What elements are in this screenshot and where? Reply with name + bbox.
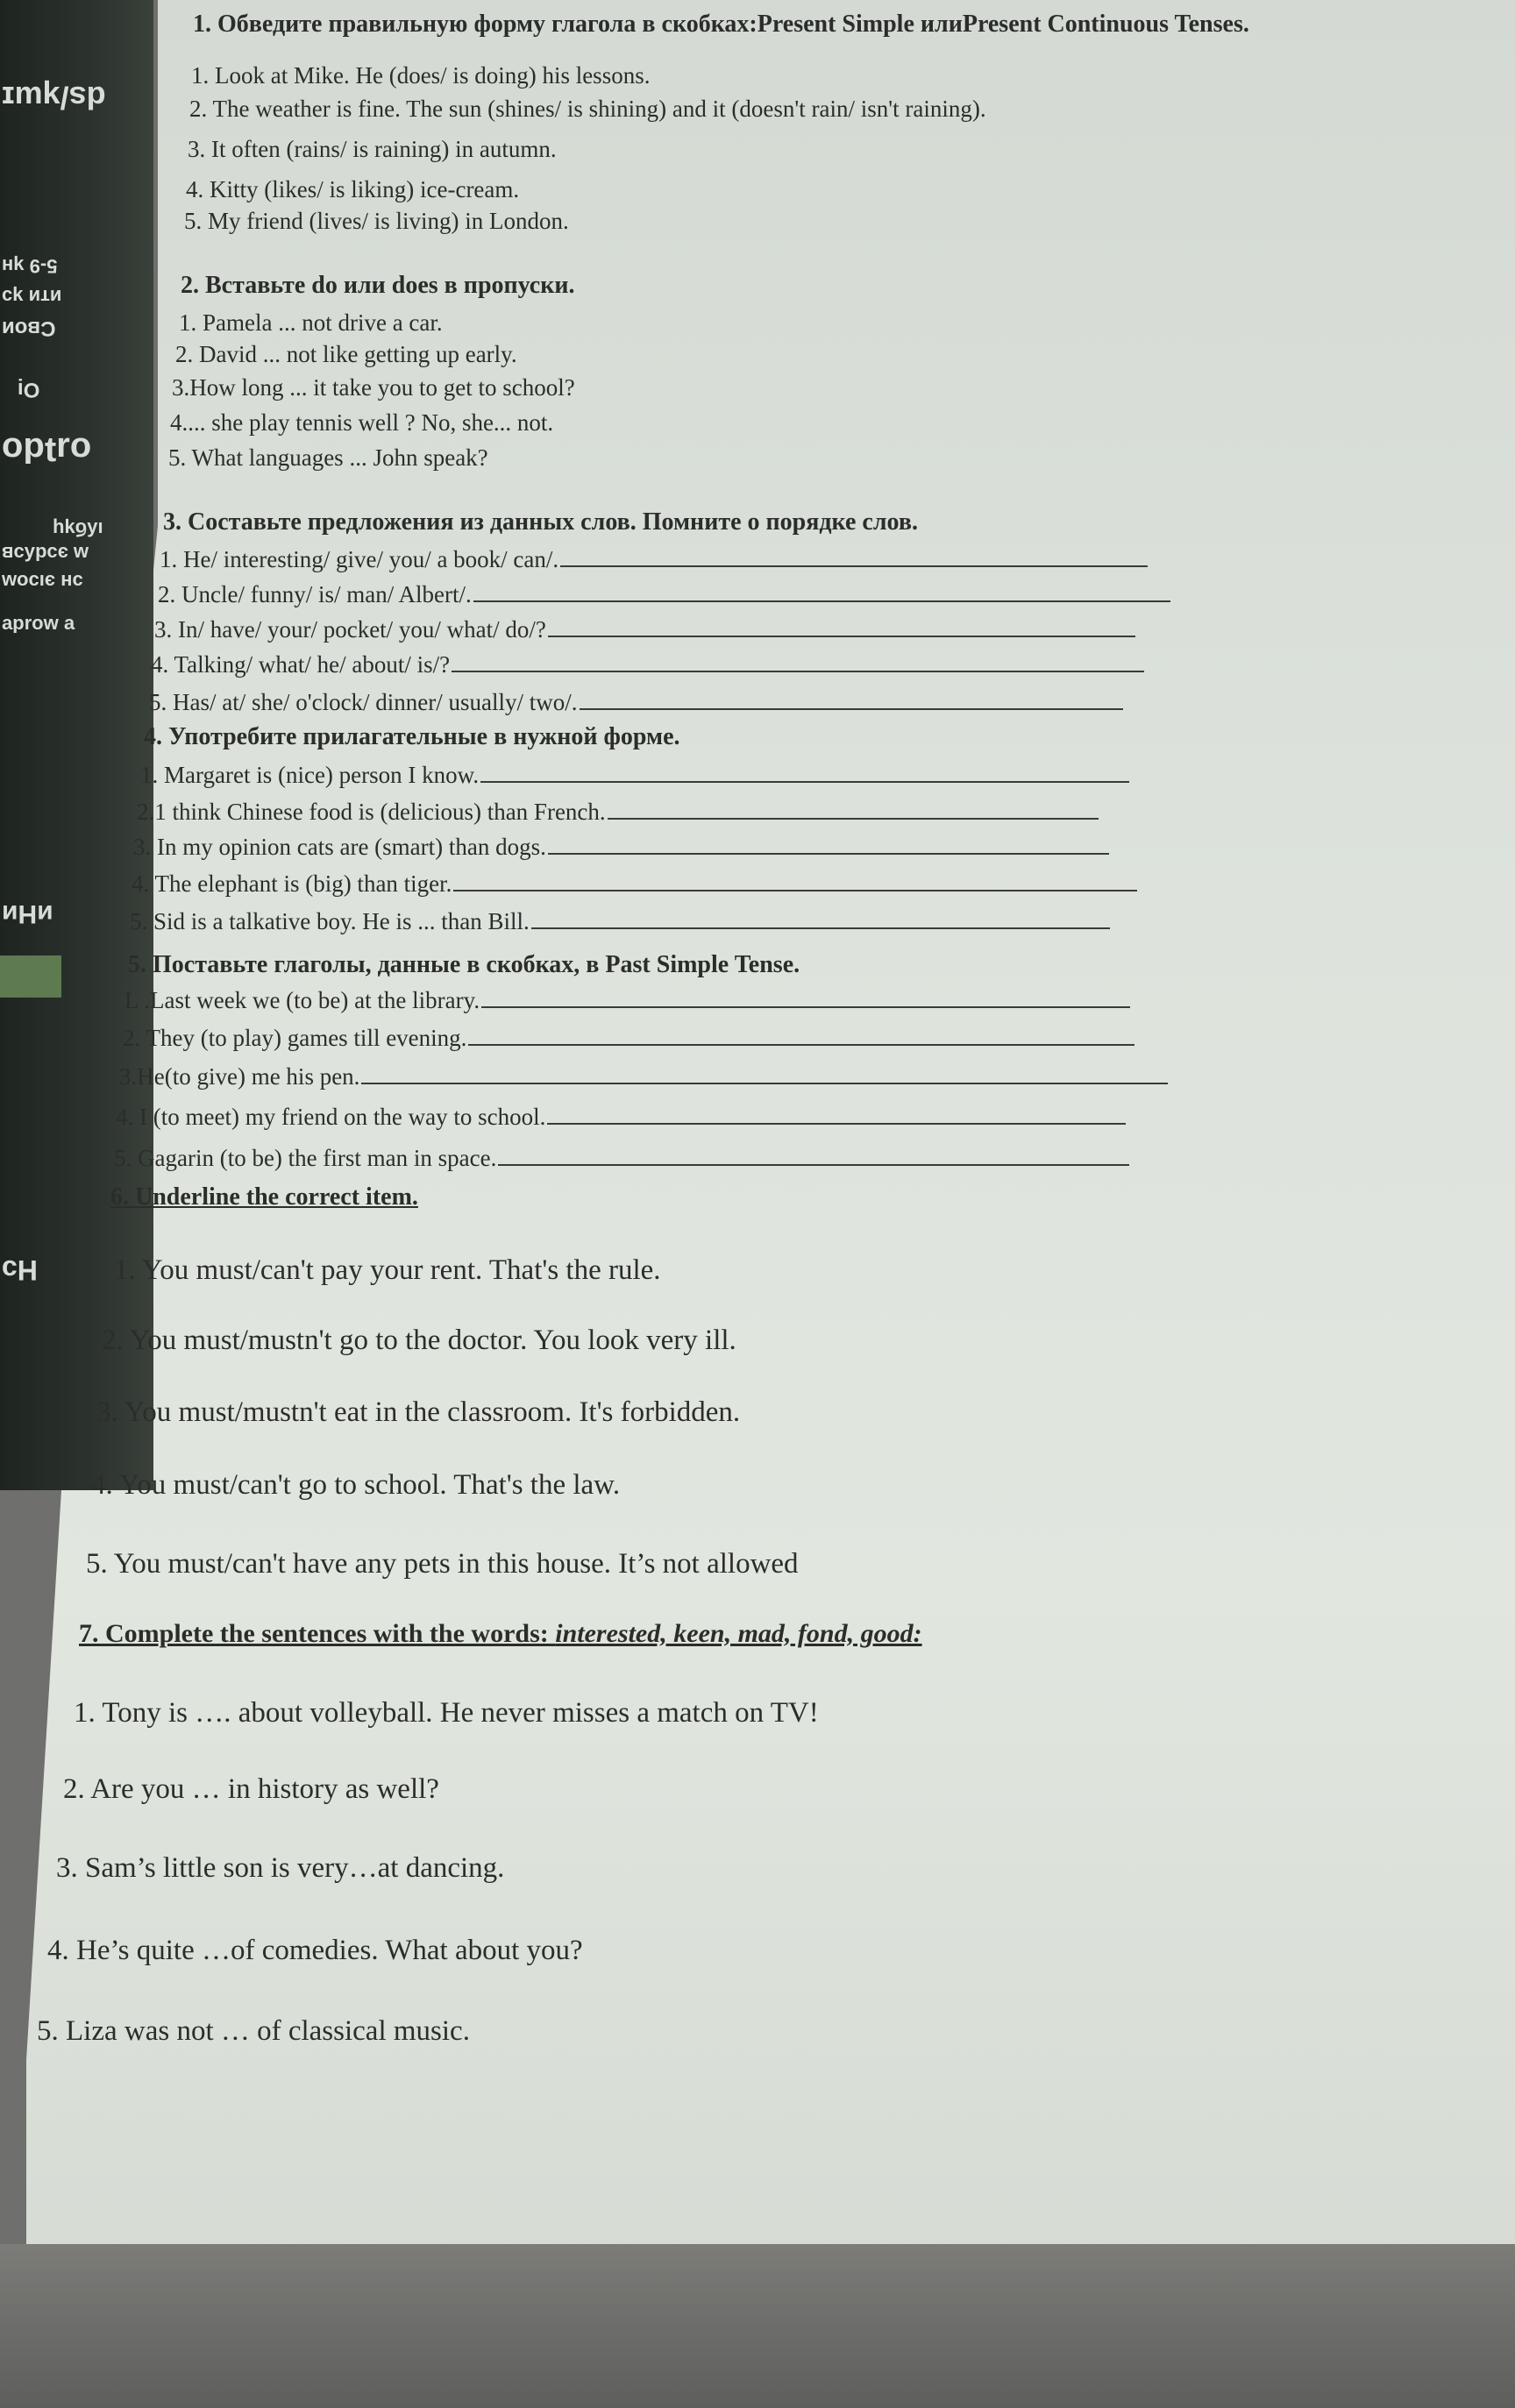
exercise-item: 2. David ... not like getting up early. [175,341,517,367]
exercise-item: 3.He(to give) me his pen. [119,1062,1168,1090]
exercise-item: 1. Margaret is (nice) person I know. [140,761,1129,789]
answer-line [468,1039,1134,1046]
exercise-item: 4. You must/can't go to school. That's the law. [91,1469,621,1501]
exercise-item: 5. Liza was not … of classical music. [37,2015,470,2047]
answer-line [548,848,1109,855]
answer-line [560,560,1148,567]
spine-text: ᴎНᴎ [2,899,53,928]
exercise-item: 4. I (to meet) my friend on the way to school. [116,1103,1126,1131]
exercise-item: 5. Has/ at/ she/ o'clock/ dinner/ usually/ two/. [149,688,1123,716]
exercise-item: 3. It often (rains/ is raining) in autumn. [188,136,557,162]
answer-line [547,1118,1126,1125]
section-2-heading: 2. Вставьте do или does в пропуски. [181,272,575,299]
exercise-item: 1. Tony is …. about volleyball. He never misses a match on TV! [74,1697,819,1729]
exercise-item: 2. Are you … in history as well? [63,1773,439,1805]
section-3-heading: 3. Составьте предложения из данных слов. Помните о порядке слов. [163,508,918,536]
exercise-item: 1. You must/can't pay your rent. That's the rule. [114,1254,661,1286]
exercise-item: 3. You must/mustn't eat in the classroom. It's forbidden. [96,1396,741,1428]
spine-text: Hɔ [2,1254,38,1286]
exercise-item: 2. Uncle/ funny/ is/ man/ Albert/. [158,580,1170,608]
spine-text: ds/ʞɯɪ [2,80,106,116]
answer-line [361,1077,1168,1084]
exercise-item: 5. What languages ... John speak? [168,444,488,471]
exercise-item: 3.How long ... it take you to get to school? [172,374,575,401]
spine-text: ɐ ʍoɹdɐ [2,614,75,636]
answer-line [453,884,1137,891]
exercise-item: 5. My friend (lives/ is living) in London. [184,208,569,234]
exercise-item: 5. Gagarin (to be) the first man in space. [114,1144,1129,1172]
answer-line [580,703,1123,710]
exercise-item: 4. The elephant is (big) than tiger. [132,870,1137,898]
exercise-item: 1. He/ interesting/ give/ you/ a book/ can/. [160,545,1148,573]
section-6-heading: 6. Underline the correct item. [110,1183,418,1211]
exercise-item: 3. In/ have/ your/ pocket/ you/ what/ do/? [154,615,1135,643]
section-5-heading: 5. Поставьте глаголы, данные в скобках, в Past Simple Tense. [128,951,800,978]
exercise-item: 4.... she play tennis well ? No, she... not. [170,409,554,436]
answer-line [548,630,1135,637]
exercise-item: 2. The weather is fine. The sun (shines/ is shining) and it (doesn't rain/ isn't raining). [189,96,986,122]
answer-line [473,595,1170,602]
spine-text: ɔн эıɔoʍ [2,571,83,593]
exercise-item: 1. Look at Mike. He (does/ is doing) his lessons. [191,62,651,89]
exercise-item: 3. In my opinion cats are (smart) than dogs. [133,833,1109,861]
answer-line [481,1001,1130,1008]
spine-text: Oᴉ [18,378,40,401]
exercise-item: 5. You must/can't have any pets in this house. It’s not allowed [86,1548,799,1580]
exercise-item: 2. You must/mustn't go to the doctor. You look very ill. [102,1325,736,1356]
answer-line [531,922,1110,929]
spine-text: ʍ эɔdʎɔʙ [2,543,89,565]
exercise-item: 4. He’s quite …of comedies. What about you? [47,1935,583,1966]
section-7-heading: 7. Complete the sentences with the words: interested, keen, mad, fond, good: [79,1619,922,1648]
spine-text: 5-9 ʞн [2,255,58,277]
spine-text: ᴎᴛᴎ ʞɔ [2,286,62,308]
section-1-heading: 1. Обведите правильную форму глагола в скобках:Present Simple илиPresent Continuous Tenses. [193,11,1249,38]
exercise-item: 2. They (to play) games till evening. [123,1024,1134,1052]
exercise-item: 4. Talking/ what/ he/ about/ is/? [151,650,1144,678]
exercise-item: 2.1 think Chinese food is (delicious) than French. [137,798,1099,826]
exercise-item: 1. Pamela ... not drive a car. [179,309,443,336]
exercise-item: L .Last week we (to be) at the library. [124,986,1130,1014]
exercise-item: 5. Sid is a talkative boy. He is ... than Bill. [130,907,1110,935]
answer-line [480,776,1129,783]
spine-text: Cʙoᴎ [2,316,56,340]
answer-line [608,813,1099,820]
answer-line [452,665,1144,672]
exercise-item: 4. Kitty (likes/ is liking) ice-cream. [186,176,520,202]
section-4-heading: 4. Употребите прилагательные в нужной форме. [144,723,680,750]
spine-text: oɹʇdo [2,430,92,469]
answer-line [498,1159,1129,1166]
exercise-item: 3. Sam’s little son is very…at dancing. [56,1852,505,1884]
spine-text: ıʎбʞɥ [53,518,103,540]
